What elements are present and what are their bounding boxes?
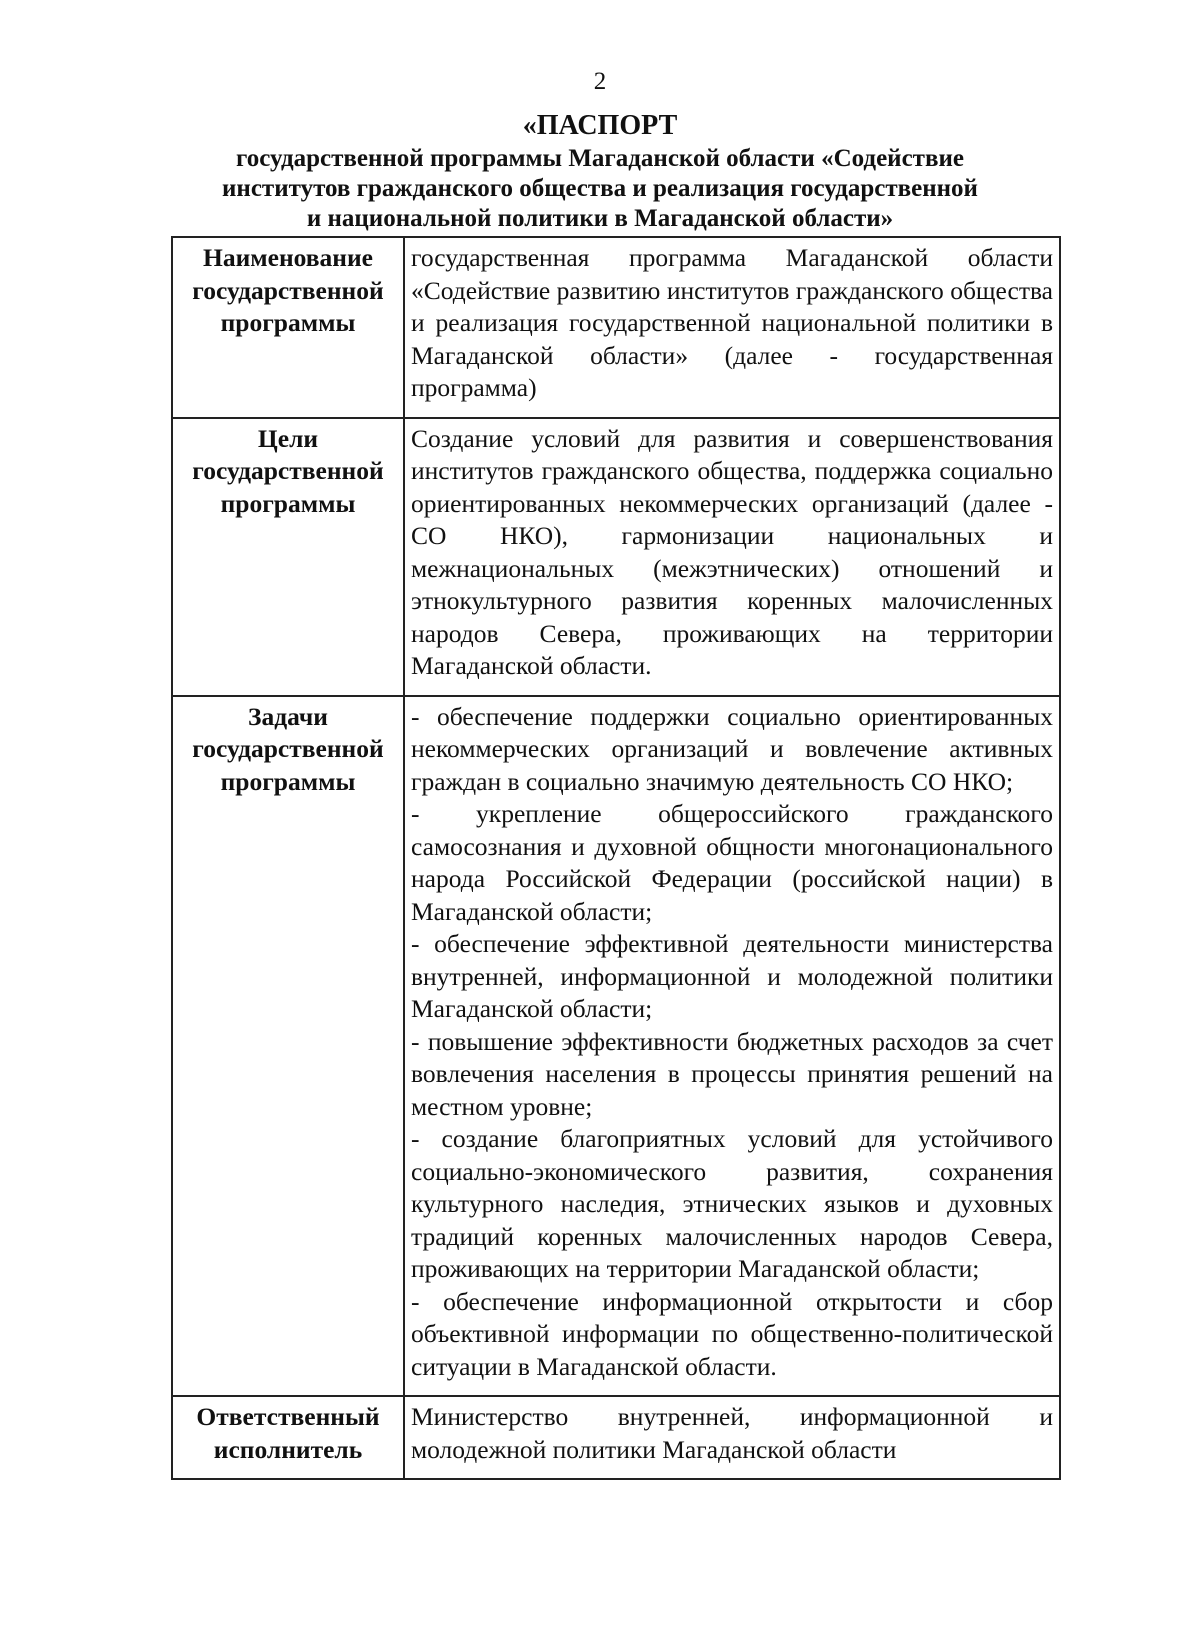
row-value: Создание условий для развития и совершенствования институтов гражданского общества, поддержка социально ориентированных некоммерческих организаций (далее - СО НКО), гармонизации национальных и межнациональных (межэтнических) отношений и этнокультурного развития коренных малочисленных народов Севера, проживающих на территории Магаданской области. — [404, 418, 1060, 696]
title-heading: «ПАСПОРТ — [522, 110, 678, 141]
row-value — [404, 696, 1060, 1397]
title-line: государственной программы Магаданской области «Содействие — [236, 145, 964, 172]
task-item: - повышение эффективности бюджетных расходов за счет вовлечения населения в процессы принятия решений на местном уровне; — [411, 1026, 1053, 1121]
row-value: Министерство внутренней, информационной и молодежной политики Магаданской области — [404, 1396, 1060, 1479]
task-item: - обеспечение поддержки социально ориентированных некоммерческих организаций и вовлечение активных граждан в социально значимую деятельность СО НКО; — [411, 701, 1053, 796]
row-label: Задачи государственной программы — [172, 696, 404, 1397]
task-item: - обеспечение информационной открытости и сбор объективной информации по общественно-политической ситуации в Магаданской области. — [411, 1286, 1053, 1381]
task-item: - укрепление общероссийского гражданского самосознания и духовной общности многонационального народа Российской Федерации (российской нации) в Магаданской области; — [411, 799, 1053, 926]
task-item: - обеспечение эффективной деятельности министерства внутренней, информационной и молодежной политики Магаданской области; — [411, 929, 1053, 1023]
row-label: Ответственный исполнитель — [172, 1396, 404, 1479]
table-row-executor — [172, 1396, 1060, 1479]
passport-table — [171, 236, 1061, 1480]
row-label: Цели государственной программы — [172, 418, 404, 696]
document-title — [150, 108, 1050, 234]
title-line: и национальной политики в Магаданской области» — [306, 205, 894, 232]
task-item: - создание благоприятных условий для устойчивого социально-экономического развития, сохранения культурного наследия, этнических языков и духовных традиций коренных малочисленных народов Севера, проживающих на территории Магаданской области; — [411, 1124, 1053, 1283]
table-row-goals — [172, 418, 1060, 696]
table-row-tasks — [172, 696, 1060, 1397]
row-value: государственная программа Магаданской области «Содействие развитию институтов гражданского общества и реализация государственной национальной политики в Магаданской области» (далее - государственная программа) — [404, 237, 1060, 418]
title-line: институтов гражданского общества и реализация государственной — [222, 175, 978, 202]
table-row-name — [172, 237, 1060, 418]
row-label: Наименование государственной программы — [172, 237, 404, 418]
page-number: 2 — [593, 68, 607, 95]
